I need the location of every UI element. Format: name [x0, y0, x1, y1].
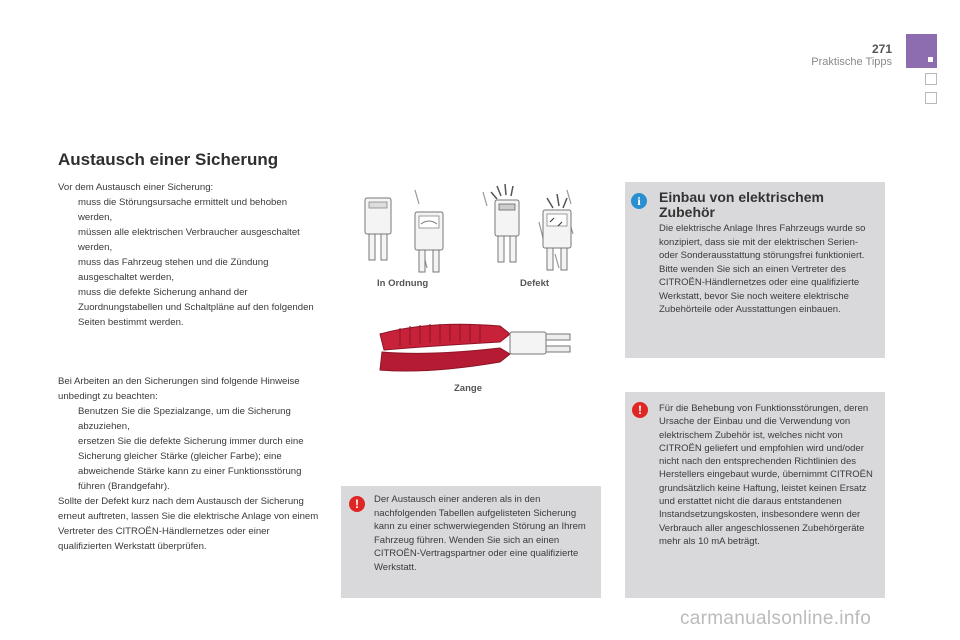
fuse-illustration — [355, 182, 595, 282]
page-number: 271 — [871, 42, 892, 56]
fuse-defect-icon — [543, 194, 571, 270]
fuse-ok-icon — [415, 212, 443, 272]
warning-right-text: Für die Behebung von Funktionsstörungen, deren Ursache der Einbau und die Verwendung von elektrischem Zubehör ist, welches nicht von CITROËN geliefert und empfohlen wird und/oder nicht nach den entsprechenden Richtlinien des Herstellers eingebaut wurde, übernimmt CITROËN grundsätzlich keine Haftung, leistet keinen Ersatz und erstattet nicht die daraus entstandenen Instandsetzungskosten, insbesondere wenn der Verbrauch aller angeschlossenen Zubehörgeräte mehr als 10 mA beträgt. — [659, 403, 873, 547]
info-box-text: Die elektrische Anlage Ihres Fahrzeugs wurde so konzipiert, dass sie mit der elektrischen Serien- oder Sonderausstattung störungsfrei funktioniert. Bitte wenden Sie sich an einen Vertreter des CITROËN-Händlernetzes oder eine qualifizierte Werkstatt, bevor Sie noch weitere elektrische Zubehörteile oder Ausstattungen einbauen. — [659, 223, 866, 315]
intro-section — [58, 180, 320, 330]
fuse-ok-caption: In Ordnung — [377, 278, 429, 289]
list-item: müssen alle elektrischen Verbraucher ausgeschaltet werden, — [78, 227, 300, 253]
pliers-caption: Zange — [454, 383, 482, 394]
fuse-defect-caption: Defekt — [520, 278, 550, 289]
work-section — [58, 374, 320, 554]
tab-dot — [928, 57, 933, 62]
warning-icon: ! — [632, 402, 648, 418]
work-lead: Bei Arbeiten an den Sicherungen sind folgende Hinweise unbedingt zu beachten: — [58, 376, 300, 402]
chapter-tab[interactable] — [906, 34, 937, 68]
info-box-title: Einbau von elektrischem Zubehör — [659, 189, 824, 220]
section-title: Praktische Tipps — [811, 56, 892, 68]
intro-lead: Vor dem Austausch einer Sicherung: — [58, 182, 214, 193]
list-item: muss die Störungsursache ermittelt und behoben werden, — [78, 197, 288, 223]
fuse-pliers-icon — [370, 312, 580, 382]
list-item: Benutzen Sie die Spezialzange, um die Sicherung abzuziehen, — [78, 406, 291, 432]
warning-center-text: Der Austausch einer anderen als in den nachfolgenden Tabellen aufgelisteten Sicherung kann zu einer schwerwiegenden Störung an Ihrem Fahrzeug führen. Wenden Sie sich an einen CITROËN-Vertragspartner oder eine qualifizierte Werkstatt. — [374, 494, 586, 573]
fuse-ok-icon — [365, 198, 391, 260]
chapter-tab-empty[interactable] — [925, 73, 937, 85]
list-item: muss das Fahrzeug stehen und die Zündung ausgeschaltet werden, — [78, 257, 269, 283]
warning-icon: ! — [349, 496, 365, 512]
fuse-defect-icon — [491, 184, 519, 262]
list-item: muss die defekte Sicherung anhand der Zuordnungstabellen und Schaltpläne auf den folgenden Seiten bestimmt werden. — [78, 287, 314, 328]
info-icon: i — [631, 193, 647, 209]
page-title: Austausch einer Sicherung — [58, 150, 279, 169]
chapter-tab-empty[interactable] — [925, 92, 937, 104]
watermark: carmanualsonline.info — [680, 608, 872, 629]
list-item: ersetzen Sie die defekte Sicherung immer durch eine Sicherung gleicher Stärke (gleicher Farbe); eine abweichende Stärke kann zu einer Funktionsstörung führen (Brandgefahr). — [78, 436, 304, 492]
work-closing: Sollte der Defekt kurz nach dem Austausch der Sicherung erneut auftreten, lassen Sie die elektrische Anlage von einem Vertreter des CITROËN-Händlernetzes oder einer qualifizierten Werkstatt überprüfen. — [58, 496, 319, 552]
